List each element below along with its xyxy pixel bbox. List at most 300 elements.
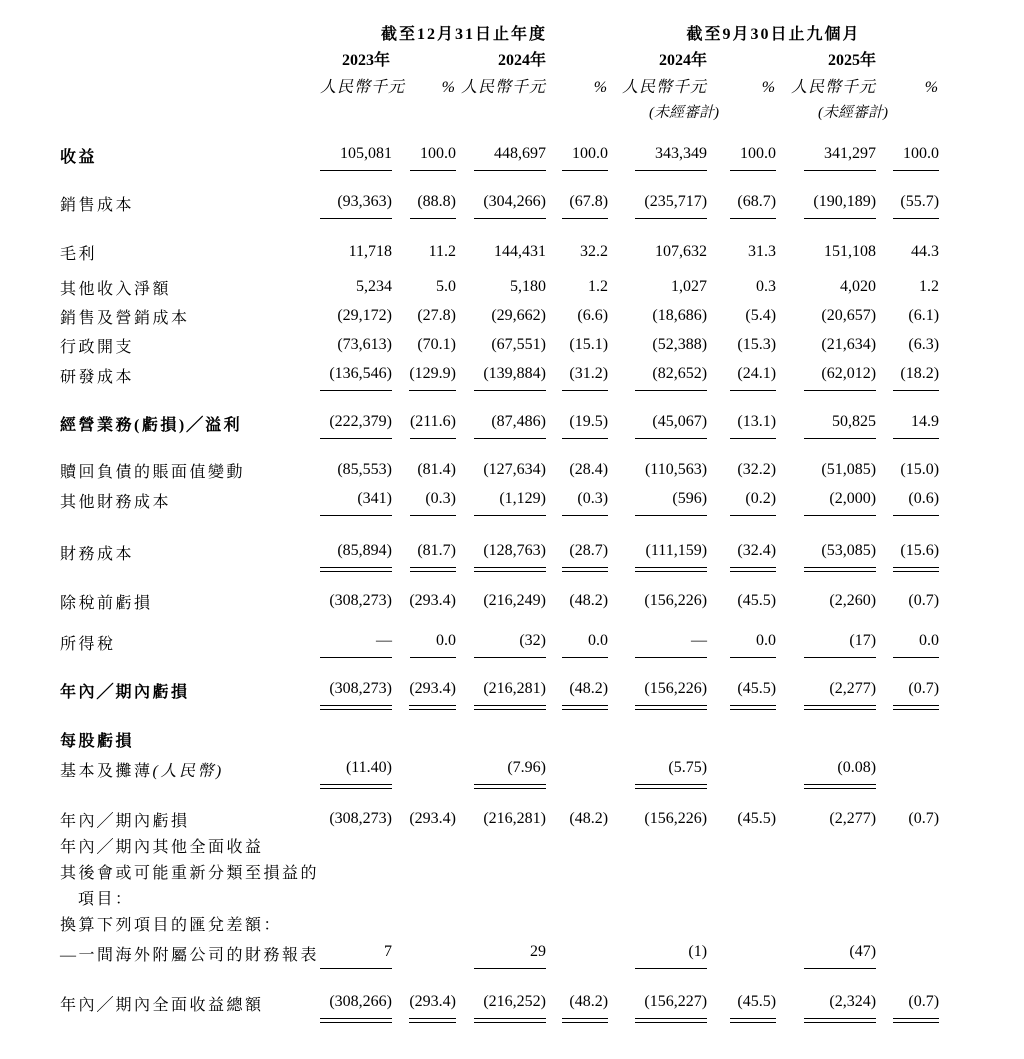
cell-value: (51,085) — [821, 461, 877, 478]
percent-cell — [546, 755, 608, 785]
cell-value: (27.8) — [417, 307, 456, 324]
cell-value: (85,553) — [337, 461, 392, 478]
percent-cell — [546, 239, 608, 268]
percent-cell — [546, 141, 608, 171]
amount-cell — [776, 628, 876, 658]
cell-value: (156,226) — [644, 810, 708, 827]
percent-cell — [390, 332, 456, 361]
cell-value: (156,227) — [635, 989, 707, 1019]
cell-value: (293.4) — [409, 810, 456, 827]
cell-value: (156,226) — [644, 592, 708, 609]
percent-cell — [546, 887, 608, 913]
percent-cell — [876, 409, 939, 439]
percent-cell — [390, 538, 456, 568]
cell-value: (293.4) — [409, 676, 456, 706]
amount-cell — [320, 332, 390, 361]
amount-cell — [608, 628, 707, 658]
cell-value: (2,324) — [804, 989, 876, 1019]
amount-cell — [320, 239, 390, 268]
table-row — [60, 189, 939, 219]
amount-cell — [456, 361, 546, 391]
cell-value: 50,825 — [804, 409, 876, 439]
percent-cell — [876, 806, 939, 835]
cell-value: (1,129) — [474, 486, 546, 516]
cell-value: (28.4) — [569, 461, 609, 478]
cell-value: (304,266) — [474, 189, 546, 219]
amount-cell — [608, 588, 707, 617]
cell-value: — — [635, 628, 707, 658]
year-header-2024: 2024年 — [497, 52, 546, 69]
table-row — [60, 409, 939, 439]
cell-value: (2,260) — [829, 592, 877, 609]
row-label: 收益 — [60, 149, 98, 166]
amount-cell — [608, 538, 707, 568]
amount-cell — [320, 486, 390, 516]
cell-value: (308,273) — [329, 592, 392, 609]
percent-cell — [876, 989, 939, 1019]
cell-value: 100.0 — [410, 141, 456, 171]
cell-value: 105,081 — [320, 141, 392, 171]
percent-cell — [390, 141, 456, 171]
percent-cell — [390, 989, 456, 1019]
amount-cell — [320, 303, 390, 332]
cell-value: 1.2 — [919, 278, 940, 295]
amount-cell — [456, 409, 546, 439]
row-label: 贖回負債的賬面值變動 — [60, 464, 246, 481]
table-row — [60, 729, 939, 755]
cell-value: (2,277) — [829, 810, 877, 827]
cell-value: 1,027 — [671, 278, 708, 295]
percent-cell — [546, 189, 608, 219]
amount-cell — [776, 887, 876, 913]
year-header-2024-9m: 2024年 — [659, 52, 708, 69]
amount-cell — [320, 189, 390, 219]
percent-cell — [390, 676, 456, 706]
percent-cell — [546, 486, 608, 516]
row-spacer — [60, 391, 939, 409]
table-row — [60, 913, 939, 939]
amount-cell — [608, 913, 707, 939]
cell-value: (82,652) — [635, 361, 707, 391]
table-row — [60, 806, 939, 835]
cell-value: (5.75) — [635, 755, 707, 785]
row-label: 換算下列項目的匯兌差額： — [60, 917, 283, 934]
amount-cell — [776, 189, 876, 219]
amount-cell — [608, 989, 707, 1019]
cell-value: (67,551) — [491, 336, 546, 353]
cell-value: — — [320, 628, 392, 658]
cell-value: (0.7) — [908, 592, 940, 609]
cell-value: 0.0 — [893, 628, 939, 658]
amount-cell — [608, 409, 707, 439]
amount-cell — [776, 913, 876, 939]
cell-value: 144,431 — [494, 243, 546, 260]
cell-value: (24.1) — [730, 361, 776, 391]
cell-value: (139,884) — [474, 361, 546, 391]
amount-cell — [776, 939, 876, 969]
cell-value: (48.2) — [562, 989, 608, 1019]
table-row — [60, 887, 939, 913]
row-label: 其他財務成本 — [60, 494, 172, 511]
amount-cell — [320, 676, 390, 706]
percent-cell — [546, 729, 608, 755]
cell-value: (45.5) — [730, 989, 776, 1019]
cell-value: (222,379) — [320, 409, 392, 439]
row-label: 經營業務(虧損)╱溢利 — [60, 417, 243, 434]
percent-cell — [876, 588, 939, 617]
cell-value: (211.6) — [410, 409, 456, 439]
cell-value: (293.4) — [409, 989, 456, 1019]
row-label: —一間海外附屬公司的財務報表 — [60, 947, 320, 964]
percent-cell — [546, 588, 608, 617]
percent-cell — [876, 676, 939, 706]
cell-value: (29,662) — [491, 307, 546, 324]
percent-cell — [876, 332, 939, 361]
percent-cell — [876, 239, 939, 268]
unit-header-pct: % — [441, 79, 456, 96]
percent-cell — [390, 755, 456, 785]
amount-cell — [776, 538, 876, 568]
percent-cell — [546, 806, 608, 835]
amount-cell — [320, 806, 390, 835]
amount-cell — [456, 332, 546, 361]
amount-cell — [456, 806, 546, 835]
row-label: 財務成本 — [60, 546, 135, 563]
cell-value: (0.7) — [908, 810, 940, 827]
percent-cell — [876, 939, 939, 969]
period-header-nine-months: 截至9月30日止九個月 — [686, 26, 861, 43]
amount-cell — [776, 303, 876, 332]
cell-value: (0.3) — [410, 486, 456, 516]
amount-cell — [776, 676, 876, 706]
table-row — [60, 141, 939, 171]
cell-value: (81.7) — [410, 538, 456, 568]
amount-cell — [608, 303, 707, 332]
amount-cell — [608, 835, 707, 861]
cell-value: (21,634) — [821, 336, 877, 353]
cell-value: 5.0 — [436, 278, 456, 295]
row-label: 年內╱期內虧損 — [60, 813, 190, 830]
amount-cell — [456, 887, 546, 913]
amount-cell — [456, 588, 546, 617]
cell-value: (62,012) — [804, 361, 876, 391]
row-label: 其他收入淨額 — [60, 281, 172, 298]
amount-cell — [456, 274, 546, 303]
percent-cell — [390, 913, 456, 939]
amount-cell — [456, 486, 546, 516]
cell-value: (17) — [804, 628, 876, 658]
percent-cell — [707, 755, 776, 785]
cell-value: (48.2) — [562, 676, 608, 706]
cell-value: (19.5) — [562, 409, 608, 439]
cell-value: (128,763) — [474, 538, 546, 568]
amount-cell — [320, 538, 390, 568]
row-label: 年內╱期內全面收益總額 — [60, 997, 264, 1014]
table-row — [60, 239, 939, 268]
cell-value: 100.0 — [562, 141, 608, 171]
amount-cell — [608, 189, 707, 219]
amount-cell — [608, 361, 707, 391]
cell-value: (6.1) — [908, 307, 940, 324]
cell-value: (29,172) — [337, 307, 392, 324]
percent-cell — [707, 913, 776, 939]
table-row — [60, 486, 939, 516]
percent-cell — [390, 588, 456, 617]
amount-cell — [608, 141, 707, 171]
cell-value: (341) — [320, 486, 392, 516]
cell-value: (13.1) — [730, 409, 776, 439]
amount-cell — [456, 538, 546, 568]
unit-header-amount: 人民幣千元 — [460, 79, 546, 96]
row-label: 毛利 — [60, 246, 98, 263]
percent-cell — [546, 274, 608, 303]
amount-cell — [320, 939, 390, 969]
percent-cell — [876, 274, 939, 303]
row-label: 年內╱期內其他全面收益 — [60, 839, 264, 856]
cell-value: (190,189) — [804, 189, 876, 219]
cell-value: (73,613) — [337, 336, 392, 353]
cell-value: 29 — [474, 939, 546, 969]
cell-value: (32.4) — [730, 538, 776, 568]
percent-cell — [390, 274, 456, 303]
percent-cell — [707, 939, 776, 969]
cell-value: (48.2) — [569, 810, 609, 827]
row-label: 研發成本 — [60, 369, 135, 386]
cell-value: (235,717) — [635, 189, 707, 219]
percent-cell — [876, 486, 939, 516]
cell-value: (31.2) — [562, 361, 608, 391]
unaudited-note: (未經審計) — [649, 105, 720, 121]
cell-value: (129.9) — [409, 361, 456, 391]
amount-cell — [456, 835, 546, 861]
cell-value: (32.2) — [737, 461, 777, 478]
cell-value: (15.1) — [569, 336, 609, 353]
table-row — [60, 989, 939, 1019]
cell-value: 0.0 — [410, 628, 456, 658]
cell-value: (68.7) — [730, 189, 776, 219]
cell-value: 5,234 — [356, 278, 392, 295]
amount-cell — [608, 887, 707, 913]
cell-value: (55.7) — [893, 189, 939, 219]
cell-value: (308,273) — [329, 810, 392, 827]
table-body — [60, 141, 939, 1019]
cell-value: (136,546) — [320, 361, 392, 391]
percent-cell — [876, 729, 939, 755]
cell-value: (87,486) — [474, 409, 546, 439]
amount-cell — [776, 835, 876, 861]
cell-value: 44.3 — [911, 243, 940, 260]
percent-cell — [546, 939, 608, 969]
amount-cell — [608, 274, 707, 303]
amount-cell — [608, 729, 707, 755]
percent-cell — [390, 806, 456, 835]
percent-cell — [390, 239, 456, 268]
unit-header-amount: 人民幣千元 — [622, 79, 708, 96]
row-label: 所得稅 — [60, 636, 116, 653]
cell-value: (308,273) — [320, 676, 392, 706]
row-label: 基本及攤薄(人民幣) — [60, 763, 224, 780]
cell-value: (6.3) — [908, 336, 940, 353]
percent-cell — [876, 861, 939, 887]
cell-value: (15.6) — [893, 538, 939, 568]
cell-value: 31.3 — [748, 243, 777, 260]
cell-value: 11.2 — [428, 243, 456, 260]
amount-cell — [776, 141, 876, 171]
cell-value: (111,159) — [635, 538, 707, 568]
cell-value: (216,249) — [483, 592, 546, 609]
cell-value: 11,718 — [348, 243, 392, 260]
cell-value: (18,686) — [652, 307, 708, 324]
cell-value: (293.4) — [409, 592, 456, 609]
table-row — [60, 457, 939, 486]
amount-cell — [776, 332, 876, 361]
row-label: 銷售及營銷成本 — [60, 310, 190, 327]
amount-cell — [608, 457, 707, 486]
unaudited-note: (未經審計) — [818, 105, 889, 121]
cell-value: (308,266) — [320, 989, 392, 1019]
row-spacer — [60, 439, 939, 457]
unit-header-pct: % — [924, 79, 940, 96]
amount-cell — [608, 486, 707, 516]
amount-cell — [456, 303, 546, 332]
percent-cell — [707, 887, 776, 913]
row-label: 除稅前虧損 — [60, 595, 153, 612]
cell-value: 14.9 — [893, 409, 939, 439]
amount-cell — [776, 729, 876, 755]
cell-value: 4,020 — [840, 278, 877, 295]
percent-cell — [390, 939, 456, 969]
percent-cell — [707, 538, 776, 568]
row-spacer — [60, 516, 939, 538]
cell-value: 151,108 — [824, 243, 877, 260]
cell-value: (127,634) — [483, 461, 546, 478]
cell-value: (110,563) — [644, 461, 708, 478]
amount-cell — [320, 588, 390, 617]
percent-cell — [546, 628, 608, 658]
unit-header-pct: % — [761, 79, 777, 96]
row-spacer — [60, 658, 939, 676]
percent-cell — [707, 806, 776, 835]
amount-cell — [776, 457, 876, 486]
cell-value: 7 — [320, 939, 392, 969]
percent-cell — [876, 628, 939, 658]
cell-value: 1.2 — [588, 278, 609, 295]
cell-value: (0.6) — [893, 486, 939, 516]
period-header-year-ended: 截至12月31日止年度 — [381, 26, 548, 43]
amount-cell — [456, 913, 546, 939]
amount-cell — [456, 676, 546, 706]
cell-value: (0.08) — [804, 755, 876, 785]
cell-value: (70.1) — [417, 336, 456, 353]
row-spacer — [60, 219, 939, 239]
percent-cell — [707, 486, 776, 516]
amount-cell — [320, 409, 390, 439]
cell-value: (53,085) — [804, 538, 876, 568]
cell-value: 100.0 — [893, 141, 939, 171]
year-header-2023: 2023年 — [341, 52, 390, 69]
table-row — [60, 861, 939, 887]
cell-value: 0.0 — [730, 628, 776, 658]
cell-value: (93,363) — [320, 189, 392, 219]
amount-cell — [320, 141, 390, 171]
percent-cell — [707, 861, 776, 887]
percent-cell — [546, 835, 608, 861]
amount-cell — [320, 729, 390, 755]
row-label: 其後會或可能重新分類至損益的 — [60, 865, 320, 882]
cell-value: (0.7) — [893, 676, 939, 706]
percent-cell — [876, 887, 939, 913]
table-row — [60, 676, 939, 706]
cell-value: (67.8) — [562, 189, 608, 219]
percent-cell — [707, 989, 776, 1019]
cell-value: 0.3 — [756, 278, 777, 295]
cell-value: (0.3) — [562, 486, 608, 516]
row-label-suffix: (人民幣) — [152, 763, 224, 780]
percent-cell — [546, 676, 608, 706]
percent-cell — [390, 861, 456, 887]
percent-cell — [707, 628, 776, 658]
table-row — [60, 755, 939, 785]
amount-cell — [456, 989, 546, 1019]
percent-cell — [707, 676, 776, 706]
percent-cell — [707, 729, 776, 755]
row-label: 項目： — [78, 891, 134, 908]
year-header-2025: 2025年 — [828, 52, 877, 69]
amount-cell — [456, 861, 546, 887]
percent-cell — [707, 189, 776, 219]
amount-cell — [608, 676, 707, 706]
percent-cell — [390, 729, 456, 755]
cell-value: (15.3) — [737, 336, 777, 353]
amount-cell — [608, 239, 707, 268]
table-row — [60, 538, 939, 568]
cell-value: (216,252) — [474, 989, 546, 1019]
cell-value: (48.2) — [569, 592, 609, 609]
amount-cell — [776, 861, 876, 887]
amount-cell — [320, 861, 390, 887]
financial-table — [60, 22, 939, 1019]
cell-value: (88.8) — [410, 189, 456, 219]
cell-value: (45.5) — [737, 592, 777, 609]
amount-cell — [608, 332, 707, 361]
table-row — [60, 361, 939, 391]
percent-cell — [707, 361, 776, 391]
percent-cell — [707, 409, 776, 439]
amount-cell — [320, 835, 390, 861]
table-row — [60, 835, 939, 861]
amount-cell — [320, 887, 390, 913]
percent-cell — [546, 409, 608, 439]
percent-cell — [546, 913, 608, 939]
amount-cell — [456, 457, 546, 486]
cell-value: (52,388) — [652, 336, 708, 353]
percent-cell — [707, 332, 776, 361]
percent-cell — [546, 989, 608, 1019]
percent-cell — [707, 239, 776, 268]
percent-cell — [707, 835, 776, 861]
percent-cell — [876, 835, 939, 861]
unit-header-pct: % — [593, 79, 609, 96]
table-row — [60, 628, 939, 658]
cell-value: (7.96) — [474, 755, 546, 785]
percent-cell — [707, 141, 776, 171]
cell-value: (0.2) — [730, 486, 776, 516]
percent-cell — [876, 303, 939, 332]
percent-cell — [876, 189, 939, 219]
amount-cell — [608, 861, 707, 887]
row-label: 年內╱期內虧損 — [60, 684, 190, 701]
percent-cell — [390, 457, 456, 486]
